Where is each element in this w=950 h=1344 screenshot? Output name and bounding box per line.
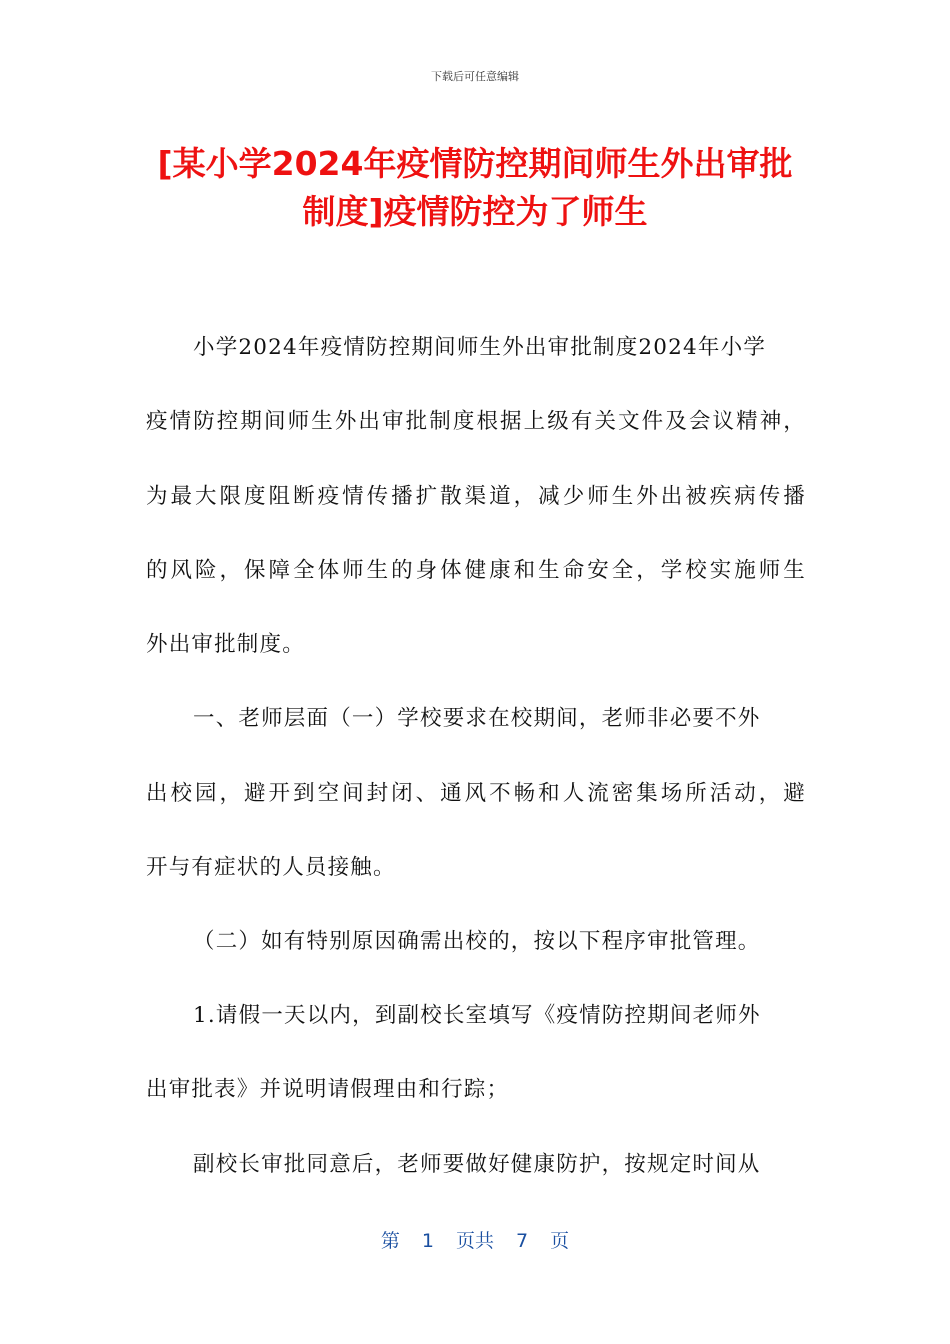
title-line-1: [某小学2024年疫情防控期间师生外出审批 [157,144,793,183]
body-line: 一、老师层面（一）学校要求在校期间，老师非必要不外 [193,706,761,731]
body-line: 小学2024年疫情防控期间师生外出审批制度2024年小学 [193,335,767,360]
body-line: 出审批表》并说明请假理由和行踪； [146,1077,510,1102]
footer-current-page: 1 [421,1230,434,1252]
body-line: 出校园，避开到空间封闭、通风不畅和人流密集场所活动，避 [146,781,806,806]
body-line: 的风险，保障全体师生的身体健康和生命安全，学校实施师生 [146,558,806,583]
footer-prefix: 第 [380,1230,400,1252]
body-line: （二）如有特别原因确需出校的，按以下程序审批管理。 [193,929,761,954]
header-note: 下载后可任意编辑 [431,70,519,83]
body-line: 外出审批制度。 [146,632,305,657]
body-line: 副校长审批同意后，老师要做好健康防护，按规定时间从 [193,1152,761,1177]
footer-suffix: 页 [550,1230,570,1252]
footer-total-pages: 7 [516,1230,529,1252]
body-line: 1.请假一天以内，到副校长室填写《疫情防控期间老师外 [193,1003,761,1028]
page-footer [0,1226,950,1253]
body-line: 疫情防控期间师生外出审批制度根据上级有关文件及会议精神， [146,409,806,434]
title-line-2: 制度]疫情防控为了师生 [302,192,648,231]
body-line: 开与有症状的人员接触。 [146,855,396,880]
footer-mid: 页共 [455,1230,494,1252]
body-line: 为最大限度阻断疫情传播扩散渠道，减少师生外出被疾病传播 [146,484,806,509]
